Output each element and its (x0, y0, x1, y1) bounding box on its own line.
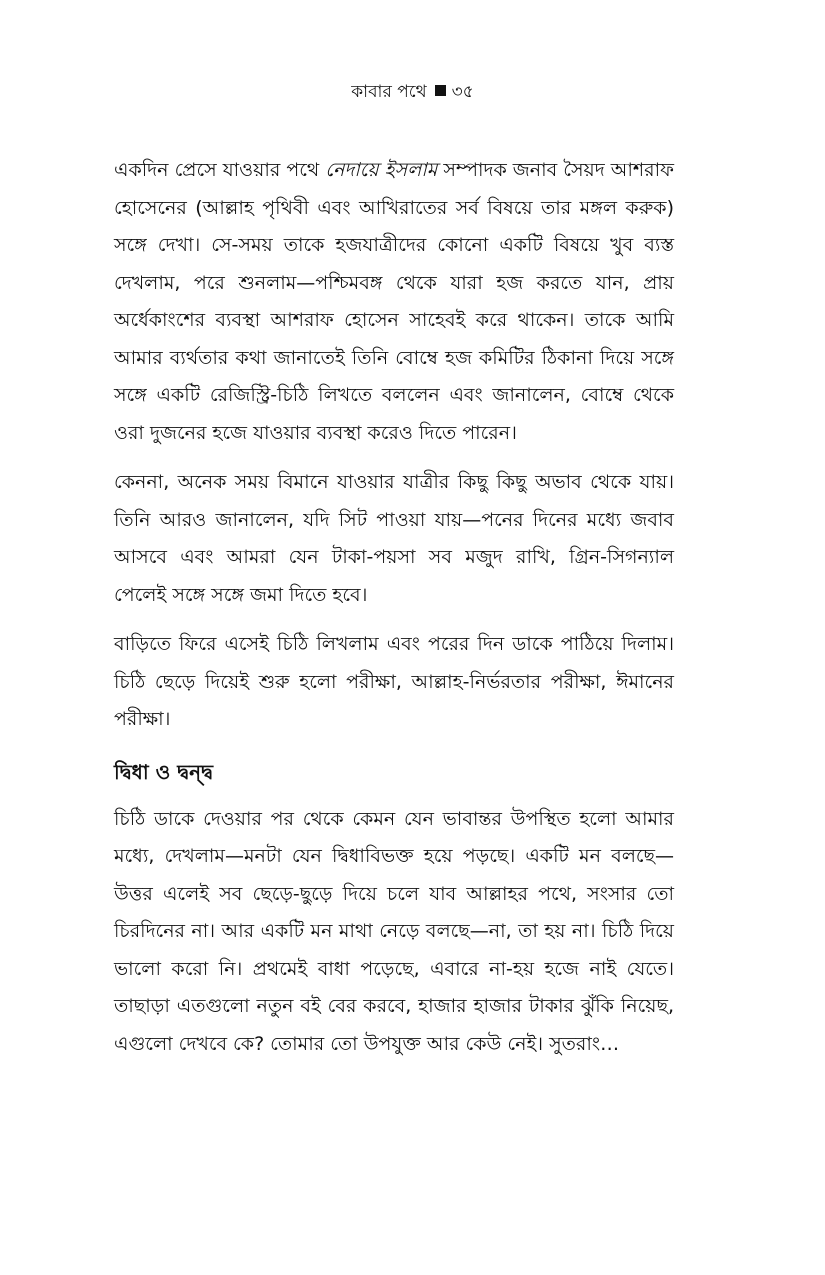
section-heading: দ্বিধা ও দ্বন্দ্ব (114, 759, 213, 784)
paragraph-2: কেননা, অনেক সময় বিমানে যাওয়ার যাত্রীর কিছু কিছু অভাব থেকে যায়। তিনি আরও জানালেন, যদি সিট পাওয়া যায়—পনের দিনের মধ্যে জবাব আসবে এবং আমরা যেন টাকা-পয়সা সব মজুদ রাখি, গ্রিন-সিগন্যাল পেলেই সঙ্গে সঙ্গে জমা দিতে হবে। (114, 471, 674, 606)
square-bullet-icon (435, 85, 446, 96)
page-number: ৩৫ (451, 82, 474, 102)
running-header (0, 80, 825, 104)
body-text (114, 152, 674, 1075)
running-title: কাবার পথে (351, 82, 427, 102)
paragraph-1-rest: সম্পাদক জনাব সৈয়দ আশরাফ হোসেনের (আল্লাহ পৃথিবী এবং আখিরাতের সর্ব বিষয়ে তার মঙ্গল করুক) সঙ্গে দেখা। সে-সময় তাকে হজযাত্রীদের কোনো একটি বিষয়ে খুব ব্যস্ত দেখলাম, পরে শুনলাম—পশ্চিমবঙ্গ থেকে যারা হজ করতে যান, প্রায় অর্ধেকাংশের ব্যবস্থা আশরাফ হোসেন সাহেবই করে থাকেন। তাকে আমি আমার ব্যর্থতার কথা জানাতেই তিনি বোম্বে হজ কমিটির ঠিকানা দিয়ে সঙ্গে সঙ্গে একটি রেজিস্ট্রি-চিঠি লিখতে বললেন এবং জানালেন, বোম্বে থেকে ওরা দুজনের হজে যাওয়ার ব্যবস্থা করেও দিতে পারেন। (114, 159, 674, 444)
paragraph-1-start: একদিন প্রেসে যাওয়ার পথে (114, 159, 326, 181)
newspaper-name: নেদায়ে ইসলাম (325, 159, 438, 181)
paragraph-3: বাড়িতে ফিরে এসেই চিঠি লিখলাম এবং পরের দিন ডাকে পাঠিয়ে দিলাম। চিঠি ছেড়ে দিয়েই শুরু হলো পরীক্ষা, আল্লাহ-নির্ভরতার পরীক্ষা, ঈমানের পরীক্ষা। (114, 633, 674, 730)
paragraph-1 (114, 152, 674, 452)
paragraph-4: চিঠি ডাকে দেওয়ার পর থেকে কেমন যেন ভাবান্তর উপস্থিত হলো আমার মধ্যে, দেখলাম—মনটা যেন দ্বিধাবিভক্ত হয়ে পড়ছে। একটি মন বলছে—উত্তর এলেই সব ছেড়ে-ছুড়ে দিয়ে চলে যাব আল্লাহর পথে, সংসার তো চিরদিনের না। আর একটি মন মাথা নেড়ে বলছে—না, তা হয় না। চিঠি দিয়ে ভালো করো নি। প্রথমেই বাধা পড়েছে, এবারে না-হয় হজে নাই যেতে। তাছাড়া এতগুলো নতুন বই বের করবে, হাজার হাজার টাকার ঝুঁকি নিয়েছ, এগুলো দেখবে কে? তোমার তো উপযুক্ত আর কেউ নেই। সুতরাং… (114, 807, 674, 1055)
